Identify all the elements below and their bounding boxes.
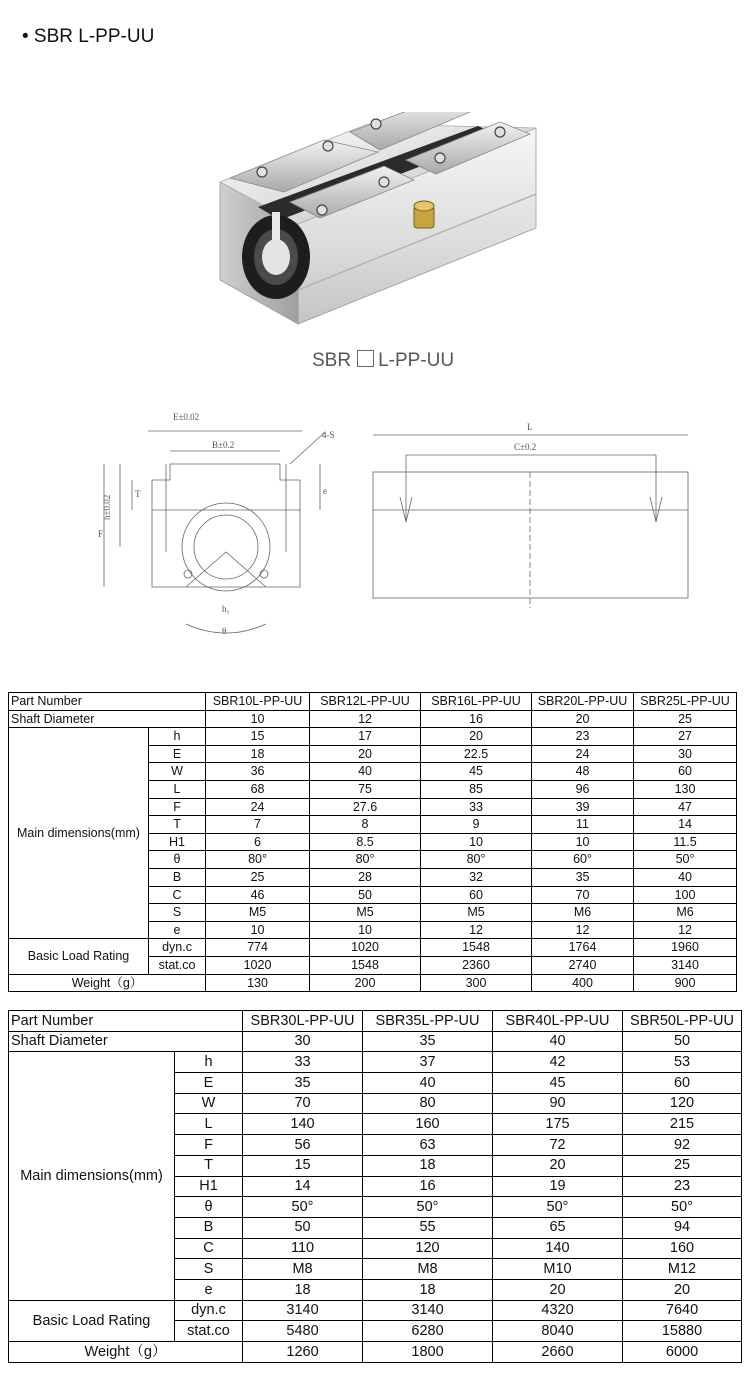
table-cell: 80° [421,851,532,869]
table-cell: 25 [634,710,737,728]
table-cell: 1020 [206,956,310,974]
product-image [218,112,538,337]
table-cell: 200 [310,974,421,992]
table-cell: 70 [243,1093,363,1114]
main-dimensions-label: Main dimensions(mm) [9,728,149,939]
label-c-dim: C±0.2 [514,442,537,452]
table-cell: 6000 [623,1342,742,1363]
technical-drawing [90,402,700,647]
table-cell: 40 [363,1073,493,1094]
dim-symbol: C [175,1238,243,1259]
table-cell: 17 [310,728,421,746]
table-cell: 50° [493,1197,623,1218]
table-cell: 140 [493,1238,623,1259]
table-cell: 2360 [421,956,532,974]
table-cell: 65 [493,1217,623,1238]
table-cell: 14 [243,1176,363,1197]
table-cell: 60 [421,886,532,904]
table-cell: 42 [493,1052,623,1073]
product-caption [312,350,454,372]
table-cell: 5480 [243,1321,363,1342]
table-cell: 215 [623,1114,742,1135]
table-cell: 27 [634,728,737,746]
end-view [104,431,325,633]
table-cell: 6280 [363,1321,493,1342]
table-cell: 1260 [243,1342,363,1363]
table-cell: 2740 [532,956,634,974]
model-header: SBR20L-PP-UU [532,693,634,711]
table-cell: 1960 [634,939,737,957]
table-cell: 24 [532,745,634,763]
dim-symbol: H1 [175,1176,243,1197]
dim-symbol: S [149,904,206,922]
model-header: SBR25L-PP-UU [634,693,737,711]
table-cell: 90 [493,1093,623,1114]
table-cell: M5 [310,904,421,922]
label-b-dim: B±0.2 [212,440,235,450]
table-cell: 60 [634,763,737,781]
table-cell: 56 [243,1135,363,1156]
table-cell: 68 [206,780,310,798]
dim-symbol: L [149,780,206,798]
table-cell: 15 [243,1155,363,1176]
table-cell: 33 [421,798,532,816]
table-cell: 63 [363,1135,493,1156]
table-cell: 4320 [493,1300,623,1321]
table-cell: M8 [243,1259,363,1280]
table-cell: 300 [421,974,532,992]
table-cell: 8 [310,816,421,834]
table-cell: 50 [623,1031,742,1052]
table-cell: 50 [310,886,421,904]
table-cell: 6 [206,833,310,851]
table-cell: 12 [421,921,532,939]
dim-symbol: B [175,1217,243,1238]
model-header: SBR30L-PP-UU [243,1011,363,1032]
table-cell: 3140 [634,956,737,974]
table-cell: 48 [532,763,634,781]
table-cell: 40 [310,763,421,781]
load-symbol: dyn.c [175,1300,243,1321]
dim-symbol: C [149,886,206,904]
table-cell: 45 [421,763,532,781]
table-cell: 1800 [363,1342,493,1363]
table-cell: 15880 [623,1321,742,1342]
label-holes: 4-S [322,430,335,440]
table-cell: 900 [634,974,737,992]
table-cell: 70 [532,886,634,904]
table-cell: 140 [243,1114,363,1135]
table-cell: 39 [532,798,634,816]
model-header: SBR35L-PP-UU [363,1011,493,1032]
table-cell: 18 [363,1279,493,1300]
dim-symbol: θ [149,851,206,869]
table-cell: 9 [421,816,532,834]
table-cell: 120 [623,1093,742,1114]
table-cell: 45 [493,1073,623,1094]
dim-symbol: F [175,1135,243,1156]
table-cell: 96 [532,780,634,798]
dim-symbol: T [149,816,206,834]
table-cell: 72 [493,1135,623,1156]
table-cell: 50° [623,1197,742,1218]
table-cell: 40 [493,1031,623,1052]
table-cell: 3140 [363,1300,493,1321]
dim-symbol: θ [175,1197,243,1218]
table-cell: 25 [206,868,310,886]
table-cell: 14 [634,816,737,834]
table-cell: 20 [493,1155,623,1176]
table-cell: 12 [634,921,737,939]
table-cell: 35 [243,1073,363,1094]
table-cell: 12 [310,710,421,728]
label-e-dim: E±0.02 [173,412,200,422]
table-cell: M5 [421,904,532,922]
load-symbol: dyn.c [149,939,206,957]
table-cell: 28 [310,868,421,886]
table-cell: 774 [206,939,310,957]
dim-symbol: W [149,763,206,781]
model-header: SBR16L-PP-UU [421,693,532,711]
load-symbol: stat.co [149,956,206,974]
table-cell: 85 [421,780,532,798]
table-cell: 1764 [532,939,634,957]
label-h-dim: h±0.02 [102,494,112,520]
table-cell: 92 [623,1135,742,1156]
table-cell: 23 [623,1176,742,1197]
table-cell: 10 [206,710,310,728]
table-cell: M12 [623,1259,742,1280]
table-cell: 20 [623,1279,742,1300]
table-cell: 30 [634,745,737,763]
model-header: SBR12L-PP-UU [310,693,421,711]
load-rating-label: Basic Load Rating [9,1300,175,1341]
table-cell: 100 [634,886,737,904]
table-cell: 75 [310,780,421,798]
table-cell: 10 [532,833,634,851]
model-placeholder-box [357,350,374,367]
table-cell: 80° [206,851,310,869]
table-cell: 50 [243,1217,363,1238]
part-number-label: Part Number [9,1011,243,1032]
table-cell: 160 [363,1114,493,1135]
table-cell: 10 [310,921,421,939]
table-cell: 160 [623,1238,742,1259]
weight-label: Weight（g） [9,974,206,992]
shaft-diameter-label: Shaft Diameter [9,710,206,728]
dim-symbol: W [175,1093,243,1114]
table-cell: 18 [206,745,310,763]
side-view [373,435,688,608]
table-cell: 18 [243,1279,363,1300]
table-cell: 32 [421,868,532,886]
spec-table-small [8,692,737,992]
table-cell: 1020 [310,939,421,957]
table-cell: 120 [363,1238,493,1259]
caption-suffix: L-PP-UU [378,350,455,371]
model-header: SBR40L-PP-UU [493,1011,623,1032]
part-number-label: Part Number [9,693,206,711]
table-cell: 40 [634,868,737,886]
label-f-dim: F [98,529,104,539]
label-e-small: e [323,486,327,496]
table-cell: 47 [634,798,737,816]
table-cell: 94 [623,1217,742,1238]
label-h1: h₁ [222,604,230,614]
dim-symbol: F [149,798,206,816]
table-cell: 37 [363,1052,493,1073]
table-cell: 8.5 [310,833,421,851]
table-cell: 11.5 [634,833,737,851]
table-cell: 16 [363,1176,493,1197]
load-rating-label: Basic Load Rating [9,939,149,974]
dim-symbol: h [175,1052,243,1073]
table-cell: 10 [421,833,532,851]
dim-symbol: e [149,921,206,939]
table-cell: 12 [532,921,634,939]
table-cell: 50° [634,851,737,869]
table-cell: 60 [623,1073,742,1094]
spec-table-large [8,1010,742,1363]
table-cell: 2660 [493,1342,623,1363]
table-cell: 50° [243,1197,363,1218]
load-symbol: stat.co [175,1321,243,1342]
table-cell: 80 [363,1093,493,1114]
shaft-diameter-label: Shaft Diameter [9,1031,243,1052]
label-theta: θ [222,626,227,636]
dim-symbol: E [149,745,206,763]
table-cell: 55 [363,1217,493,1238]
table-cell: 33 [243,1052,363,1073]
label-t-dim: T [135,489,141,499]
label-l-dim: L [527,422,533,432]
table-cell: 1548 [421,939,532,957]
table-cell: 80° [310,851,421,869]
table-cell: 1548 [310,956,421,974]
table-cell: 16 [421,710,532,728]
table-cell: 130 [206,974,310,992]
table-cell: M8 [363,1259,493,1280]
main-dimensions-label: Main dimensions(mm) [9,1052,175,1300]
table-cell: M10 [493,1259,623,1280]
table-cell: 10 [206,921,310,939]
table-cell: 20 [421,728,532,746]
table-cell: 30 [243,1031,363,1052]
table-cell: 7640 [623,1300,742,1321]
table-cell: 18 [363,1155,493,1176]
table-cell: 35 [363,1031,493,1052]
caption-prefix: SBR [312,350,352,371]
table-cell: 110 [243,1238,363,1259]
table-cell: 60° [532,851,634,869]
table-cell: 7 [206,816,310,834]
table-cell: M6 [634,904,737,922]
dim-symbol: e [175,1279,243,1300]
table-cell: 50° [363,1197,493,1218]
table-cell: 25 [623,1155,742,1176]
dim-symbol: B [149,868,206,886]
weight-label: Weight（g） [9,1342,243,1363]
table-cell: 20 [493,1279,623,1300]
dim-symbol: E [175,1073,243,1094]
model-header: SBR50L-PP-UU [623,1011,742,1032]
dim-symbol: h [149,728,206,746]
table-cell: 15 [206,728,310,746]
dim-symbol: L [175,1114,243,1135]
table-cell: M5 [206,904,310,922]
table-cell: 130 [634,780,737,798]
dim-symbol: H1 [149,833,206,851]
table-cell: 19 [493,1176,623,1197]
table-cell: 35 [532,868,634,886]
table-cell: 20 [532,710,634,728]
dim-symbol: S [175,1259,243,1280]
table-cell: 24 [206,798,310,816]
table-cell: 20 [310,745,421,763]
table-cell: M6 [532,904,634,922]
page-heading: • SBR L-PP-UU [22,26,155,47]
table-cell: 46 [206,886,310,904]
table-cell: 8040 [493,1321,623,1342]
table-cell: 22.5 [421,745,532,763]
table-cell: 175 [493,1114,623,1135]
dim-symbol: T [175,1155,243,1176]
table-cell: 36 [206,763,310,781]
table-cell: 11 [532,816,634,834]
table-cell: 27.6 [310,798,421,816]
table-cell: 400 [532,974,634,992]
table-cell: 3140 [243,1300,363,1321]
model-header: SBR10L-PP-UU [206,693,310,711]
table-cell: 53 [623,1052,742,1073]
table-cell: 23 [532,728,634,746]
